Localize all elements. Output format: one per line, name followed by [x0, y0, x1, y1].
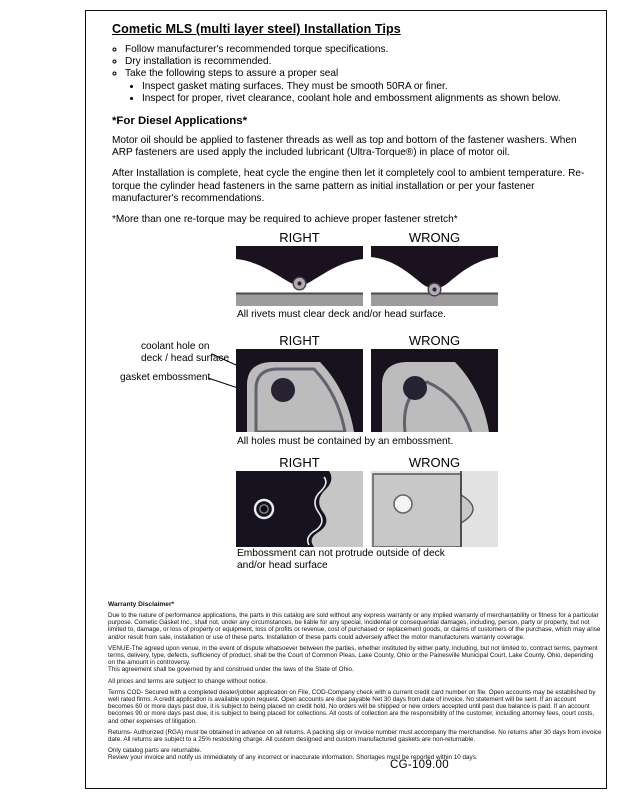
tip-item-text: Take the following steps to assure a proper seal [125, 68, 339, 80]
warranty-paragraph: All prices and terms are subject to change without notice. [108, 677, 268, 685]
diesel-applications-heading: *For Diesel Applications* [112, 115, 248, 128]
protrusion-wrong-diagram [371, 471, 498, 547]
wrong-label-row2: WRONG [408, 333, 461, 348]
warranty-paragraph: Due to the nature of performance applications, the parts in this catalog are sold without any express warranty or any implied warranty of merchantability or fitness for a particular purpose. Cometic Gasket Inc., shall not, under any circumstances, be liable for any special, incidental or consequential damages, including, person, party or property, but not limited to, damage, or loss of property or equipment, loss of profits or revenue, cost of purchased or replacement goods, or claims of customers of the purchase, which may arise and/or result from sale, installation or use of these parts. Installation of these parts could adversely affect the motor manufacturers warranty coverage. [108, 612, 601, 641]
tip-item [125, 68, 587, 105]
sub-tip-item: • Inspect gasket mating surfaces. They must be smooth 50RA or finer. [142, 81, 587, 93]
warranty-disclaimer-section [108, 601, 602, 766]
page-title: Cometic MLS (multi layer steel) Installation Tips [112, 22, 401, 36]
right-label-row2: RIGHT [279, 333, 320, 348]
tips-list [112, 44, 587, 105]
rivet-caption: All rivets must clear deck and/or head surface. [237, 309, 446, 320]
diesel-paragraph: After Installation is complete, heat cycle the engine then let it completely cool to ambient temperature. Re-torque the cylinder head fasteners in the same pattern as initial installation or per your fastener manufacturer's recommendations. [112, 168, 585, 204]
rivet-wrong-illustration [371, 246, 498, 306]
warranty-paragraph: Returns- Authorized (RGA) must be obtained in advance on all returns. A packing slip or invoice number must accompany the merchandise. No returns after 30 days from invoice date. All returns are subject to a 25% restocking charge. All custom designed and custom manufactured gaskets are non-returnable. [108, 728, 602, 744]
embossment-wrong-illustration [371, 349, 498, 432]
gasket-embossment-callout: gasket embossment [120, 372, 211, 383]
coolant-hole-callout-line1: coolant hole on [141, 341, 210, 352]
warranty-heading: Warranty Disclaimer* [108, 601, 175, 608]
protrusion-wrong-illustration [371, 471, 498, 547]
rivet-wrong-diagram [371, 246, 498, 306]
rivet-right-illustration [236, 246, 363, 306]
diesel-paragraph: Motor oil should be applied to fastener threads as well as top and bottom of the fastener washers. When ARP fasteners are used apply the included lubricant (Ultra-Torque®) in place of motor oil. [112, 135, 577, 159]
warranty-paragraph: Review your invoice and notify us immediately of any incorrect or inaccurate information. Shortages must be reported within 10 days. [108, 754, 478, 762]
rivet-right-diagram [236, 246, 363, 306]
sub-tips-list [125, 81, 587, 105]
protrusion-caption: Embossment can not protrude outside of deck and/or head surface [237, 548, 445, 572]
wrong-label-row3: WRONG [408, 455, 461, 470]
warranty-paragraph: Terms COD- Secured with a completed dealer/jobber application on File, COD-Company check with a current credit card number on file. Open accounts may be established by well rated firms. A credit application is available upon request. Open accounts are due payable Net 30 days from date of invoice. No statement will be sent. If an account becomes 60 or more days past due, it is subject to being placed on credit hold. No orders will be shipped or new orders accepted until past due balance is paid. If an account becomes 90 or more days past due, it is subject to being placed for collections. All costs of collection are the responsibility of the customer, including attorney fees, court costs, and other expenses of litigation. [108, 688, 596, 725]
installation-tips-section [112, 22, 587, 226]
tip-item: ◦ Follow manufacturer's recommended torque specifications. [125, 44, 587, 56]
wrong-label-row1: WRONG [408, 230, 461, 245]
right-label-row1: RIGHT [279, 230, 320, 245]
embossment-right-illustration [236, 349, 363, 432]
right-label-row3: RIGHT [279, 455, 320, 470]
coolant-hole-callout-line2: deck / head surface [141, 352, 230, 364]
embossment-right-diagram [236, 349, 363, 432]
warranty-paragraph: VENUE-The agreed upon venue, in the event of dispute whatsoever between the parties, whether instituted by either party, including, but not limited to, contract terms, payment terms, delivery, type, defects, sufficiency of product, shall be the Court of Common Pleas, Lake County, Ohio or the Painesville Municipal Court, Lake County, Ohio, depending on the amount in controversy. [108, 644, 598, 667]
retorque-note: *More than one re-torque may be required to achieve proper fastener stretch* [112, 214, 458, 226]
protrusion-right-illustration [236, 471, 363, 547]
catalog-page-code: CG-109.00 [390, 759, 449, 771]
embossment-caption: All holes must be contained by an embossment. [237, 436, 454, 447]
sub-tip-item: • Inspect for proper, rivet clearance, coolant hole and embossment alignments as shown below. [142, 93, 587, 105]
warranty-paragraph: Only catalog parts are returnable. [108, 747, 202, 755]
tip-item: ◦ Dry installation is recommended. [125, 56, 587, 68]
embossment-wrong-diagram [371, 349, 498, 432]
protrusion-right-diagram [236, 471, 363, 547]
warranty-paragraph: This agreement shall be governed by and construed under the laws of the State of Ohio. [108, 666, 354, 674]
